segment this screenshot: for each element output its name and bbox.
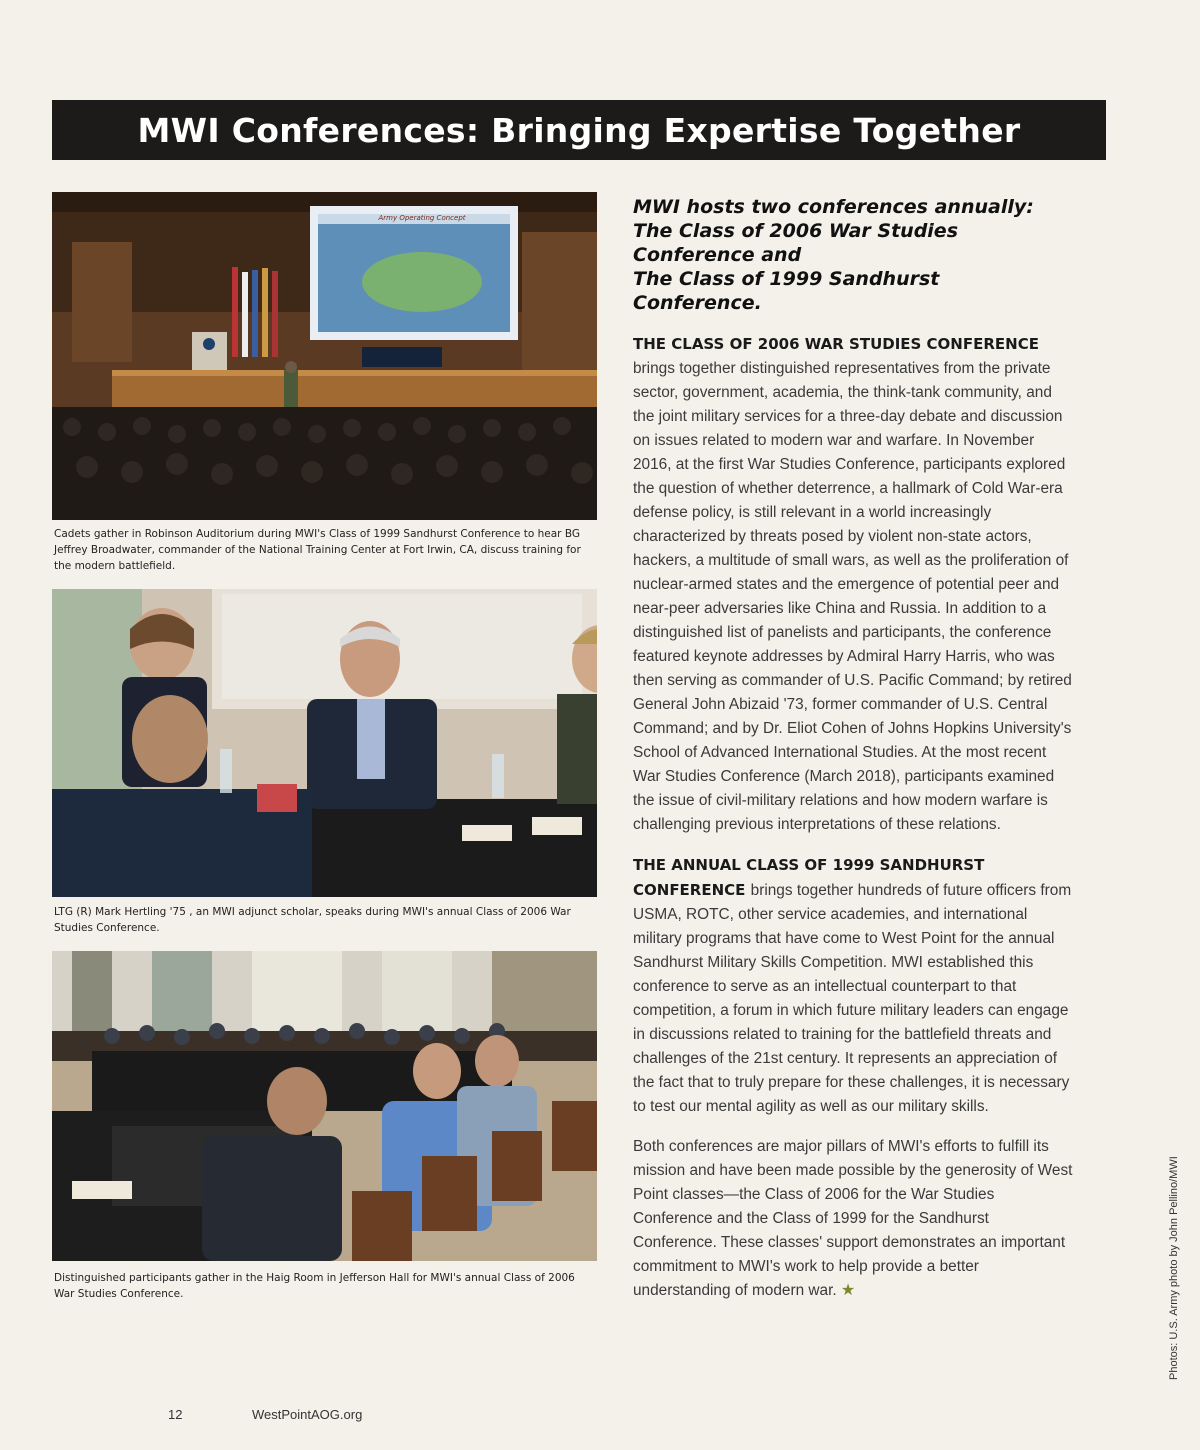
title-bar (52, 100, 1106, 160)
page-number: 12 (168, 1407, 183, 1422)
star-icon: ★ (840, 1282, 856, 1299)
intro-line-3: The Class of 1999 Sandhurst Conference. (633, 268, 940, 314)
intro-heading (633, 195, 1073, 315)
panel-speaker-caption: LTG (R) Mark Hertling '75 , an MWI adjunct scholar, speaks during MWI's annual Class of 2006 War Studies Conference. (54, 906, 571, 934)
haig-room-photo (52, 951, 597, 1261)
article-body (633, 195, 1073, 1303)
sandhurst-lead: THE ANNUAL CLASS OF 1999 SANDHURST CONFERENCE (633, 856, 985, 899)
photo-credit: Photos: U.S. Army photo by John Pellino/MWI (1168, 1156, 1180, 1380)
screen-text: Army Operating Concept (378, 214, 466, 222)
auditorium-photo (52, 192, 597, 520)
panel-speaker-photo (52, 589, 597, 897)
sandhurst-body: brings together hundreds of future officers from USMA, ROTC, other service academies, and international military programs that have come to West Point for the annual Sandhurst Military Skills Competition. MWI established this conference to serve as an intellectual counterpart to that competition, a forum in which future military leaders can engage in discussions related to training for the battlefield threats and challenges of the 21st century. It represents an appreciation of the fact that to truly prepare for these challenges, it is necessary to test our mental agility as well as our military skills. (633, 882, 1072, 1115)
auditorium-caption: Cadets gather in Robinson Auditorium during MWI's Class of 1999 Sandhurst Conference to hear BG Jeffrey Broadwater, commander of the National Training Center at Fort Irwin, CA, discuss training for the modern battlefield. (54, 528, 581, 572)
website-link[interactable]: WestPointAOG.org (252, 1407, 363, 1422)
war-studies-lead: THE CLASS OF 2006 WAR STUDIES CONFERENCE (633, 335, 1039, 353)
page-title: MWI Conferences: Bringing Expertise Together (137, 110, 1021, 150)
war-studies-body: brings together distinguished representatives from the private sector, government, academia, the think-tank community, and the joint military services for a three-day debate and discussion on issues related to modern war and warfare. In November 2016, at the first War Studies Conference, participants explored the question of whether deterrence, a hallmark of Cold War-era defense policy, is still relevant in a world increasingly characterized by threats posed by violent non-state actors, hackers, a multitude of small wars, as well as the proliferation of nuclear-armed states and the emergence of potential peer and near-peer adversaries like China and Russia. In addition to a distinguished list of panelists and participants, the conference featured keynote addresses by Admiral Harry Harris, who was then serving as commander of U.S. Pacific Command; by retired General John Abizaid '73, former commander of U.S. Central Command; and by Dr. Eliot Cohen of Johns Hopkins University's School of Advanced International Studies. At the most recent War Studies Conference (March 2018), participants examined the issue of civil-military relations and how modern warfare is challenging previous interpretations of these relations. (633, 360, 1072, 833)
closing-paragraph (633, 1135, 1073, 1303)
closing-body: Both conferences are major pillars of MWI's efforts to fulfill its mission and have been made possible by the generosity of West Point classes—the Class of 2006 for the War Studies Conference and the Class of 1999 for the Sandhurst Conference. These classes' support demonstrates an important commitment to MWI's work to help provide a better understanding of modern war. (633, 1138, 1073, 1299)
war-studies-paragraph (633, 332, 1073, 837)
intro-line-1: MWI hosts two conferences annually: (633, 196, 1034, 218)
sandhurst-paragraph (633, 853, 1073, 1119)
haig-room-caption: Distinguished participants gather in the Haig Room in Jefferson Hall for MWI's annual Class of 2006 War Studies Conference. (54, 1272, 575, 1300)
intro-line-2: The Class of 2006 War Studies Conference and (633, 220, 959, 266)
